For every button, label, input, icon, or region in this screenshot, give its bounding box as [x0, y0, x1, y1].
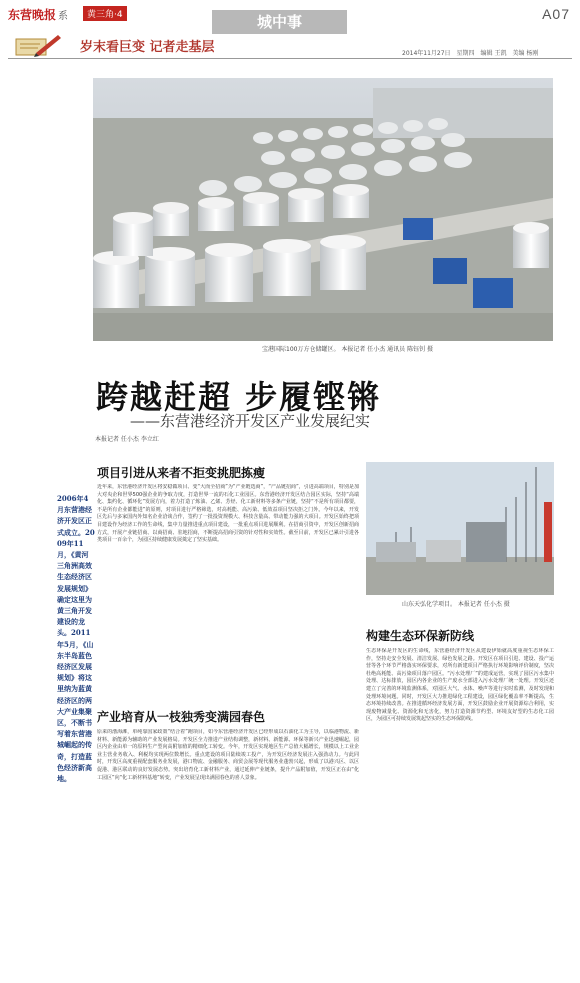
section-heading-1: 项目引进从来者不拒变挑肥拣瘦: [97, 466, 266, 480]
tank-farm-photo: [93, 78, 553, 341]
section-heading-2: 产业培育从一枝独秀变满园春色: [97, 710, 266, 724]
slogan: 岁末看巨变 记者走基层: [80, 40, 215, 55]
section-body-1: 近年来，东营港经济开发区将安稳做项目、变“大而全招商”为“产业链选商”，“产品链招商”，引进高端项目，特别是加大对央企和世界500强企业的争取力度，打造世界一流的石化工业园区。东营港经济开发区结合园区实际，坚持“高端化、集约化、循环化”发展方向，着力打造了炼油、乙烯、芳烃、化工新材料等多条产业链，坚持“不是所有项目都要，不是所有企业都能进”的原则，对项目进行严格筛选，对高耗能、高污染、低效益项目坚决拒之门外。今年以来，开发区先后与多家国内外知名企业洽谈合作，签约了一批投资规模大、科技含量高、带动能力强的大项目。开发区始终把项目建设作为经济工作的生命线，集中力量推进重点项目建设，一批重点项目进展顺利。在招商引资中，开发区创新招商方式，开展产业链招商、以商招商、驻地招商，不断提高招商引资的针对性和实效性。截至目前，开发区已累计引进各类项目一百余个，为园区持续健康发展奠定了坚实基础。: [97, 484, 359, 544]
byline: 本报记者 任小杰 李立红: [95, 436, 159, 443]
section-heading-3: 构建生态环保新防线: [366, 629, 475, 643]
header-divider: [8, 58, 572, 59]
intro-paragraph: 2006年4月东营港经济开发区正式成立。2009年11月，《黄河三角洲高效生态经济区发展规划》确定这里为黄三角开发建设的龙头。2011年5月，《山东半岛蓝色经济区发展规划》将这里纳为蓝黄经济区的两大产业集聚区，不断书写着东营港城崛起的传奇，打造蓝色经济新高地。: [57, 494, 95, 784]
pen-paper-icon: [14, 33, 62, 57]
hero-caption: 宝港国际100万方仓储罐区。 本报记者 任小杰 通讯员 陈钰钊 摄: [262, 346, 433, 353]
paper-name: 东营晚报: [8, 8, 57, 22]
section-body-2: 原来的渤海滩，单纯靠国家政策“结合着”跑项目，如今东营港经济开发区已经形成以石油化工为主导，以临港物流、新材料、新能源为辅助的产业发展格局。开发区全力推进产业结构调整，新材料、新能源、环保等新兴产业迅速崛起，园区内企业由单一的原料生产型向高附加值的精细化工转变。今年，开发区实现地区生产总值大幅增长，规模以上工业企业主营业务收入、利税均实现两位数增长。重点建设的项目陆续竣工投产，为开发区经济发展注入强劲动力。与此同时，开发区高度重视配套服务业发展，港口物流、金融服务、商贸会展等现代服务业蓬勃兴起，形成了以港兴区、以区促港、港区联动的良好发展态势。突出培育化工新材料产业，通过延伸产业链条，提升产品附加值，开发区正在由“化工园区”向“化工新材料基地”转变，产业发展呈现出满园春色的喜人景象。: [97, 729, 359, 781]
side-photo-caption: 山东天弘化学项目。 本报记者 任小杰 摄: [402, 601, 510, 608]
article-title: 跨越赶超 步履铿锵: [96, 378, 382, 416]
series-label: 系: [58, 11, 69, 22]
article-subtitle: ——东营港经济开发区产业发展纪实: [130, 412, 371, 430]
section-body-3: 生态环保是开发区的生命线，东营港经济开发区从建设伊始就高度重视生态环保工作，坚持走安全发展、清洁发展、绿色发展之路。开发区在项目引进、建设、投产运营等各个环节严格落实环保要求，对所有新建项目严格执行环境影响评价制度，坚决杜绝高耗能、高污染项目落户园区。“污水处理厂”的建成运营，实现了园区污水集中处理、达标排放，园区内各企业的生产废水全部进入污水处理厂统一处理。开发区还建立了完善的环境监测体系，对园区大气、水体、噪声等进行实时监测，及时发现和处理环境问题。同时，开发区大力推进绿化工程建设，园区绿化覆盖率不断提高，生态环境持续改善。在推进循环经济发展方面，开发区鼓励企业开展资源综合利用，实现废物减量化、资源化和无害化，努力打造资源节约型、环境友好型的生态化工园区，为园区可持续发展筑起坚实的生态环保防线。: [366, 648, 554, 723]
series-badge: 黄三角·4: [83, 6, 127, 21]
newspaper-logo: [8, 6, 68, 23]
chemical-plant-photo: [366, 462, 554, 595]
issue-meta: 2014年11月27日 星期四 编辑 王凯 美编 杨刚: [402, 50, 539, 57]
section-title: 城中事: [212, 10, 347, 34]
masthead: [0, 0, 580, 30]
page-number: A07: [542, 6, 570, 22]
